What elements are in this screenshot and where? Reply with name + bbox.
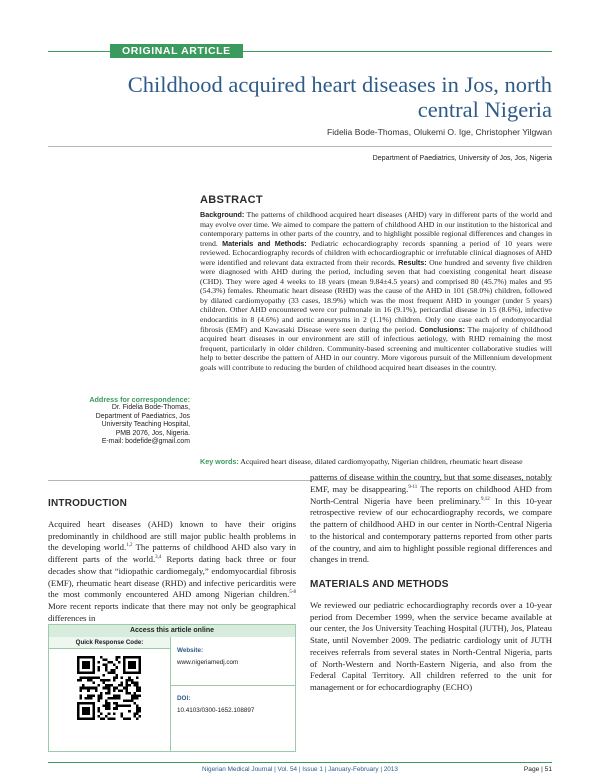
meta-divider xyxy=(171,685,295,686)
qr-cell xyxy=(49,637,171,751)
citation: 5-8 xyxy=(289,590,296,596)
article-type-label: ORIGINAL ARTICLE xyxy=(110,44,243,58)
results-label: Results: xyxy=(398,257,427,267)
intro-text: The reports on childhood AHD from North-Central Nigeria have been preliminary. xyxy=(310,483,552,506)
citation: 1,2 xyxy=(126,543,133,549)
intro-text: patterns of disease within the country, but that some diseases, notably EMF, may be disappearing. xyxy=(310,472,552,494)
intro-text: More recent reports indicate that there may not only be geographical differences in xyxy=(48,601,296,623)
correspondence-line: Department of Paediatrics, Jos xyxy=(95,412,190,420)
correspondence-email[interactable]: E-mail: bodefide@gmail.com xyxy=(101,438,190,446)
correspondence-line: Dr. Fidelia Bode-Thomas, xyxy=(111,404,190,412)
footer-divider xyxy=(48,762,552,763)
left-column xyxy=(48,498,296,625)
methods-paragraph: We reviewed our pediatric echocardiography records over a 10-year period from December 1999, when the service became available at our center, the Jos University Teaching Hospital (JUTH), Jos, Plateau State, until November 2009. The pediatric cardiology unit of JUTH receives referrals from several states in North-Central Nigeria, parts of North-Western and North-Eastern Nigeria, and also from the Federal Capital Territory. All children referred to the unit for management or for echocardiography (ECHO) xyxy=(310,599,552,692)
qr-code-icon[interactable] xyxy=(77,656,141,720)
author-list: Fidelia Bode-Thomas, Olukemi O. Ige, Christopher Yilgwan xyxy=(327,127,552,137)
header-divider xyxy=(48,146,552,147)
background-label: Background: xyxy=(200,210,245,219)
citation: 9-11 xyxy=(408,484,418,490)
abstract-body xyxy=(200,210,552,372)
doi-value[interactable]: 10.4103/0300-1652.108897 xyxy=(177,707,255,714)
conclusions-text: The majority of childhood acquired heart diseases in our environment are still of infectious aetiology, with RHD remaining the most frequent, particularly in older children. Community-based screening and multicenter collaborative studies will help to better describe the pattern of AHD in our country. More vigorous pursuit of the Millennium development goals will contribute to reducing the burden of childhood acquired heart diseases in the country. xyxy=(200,324,553,372)
citation: 3,4 xyxy=(155,555,162,561)
methods-label: Materials and Methods: xyxy=(222,238,307,248)
correspondence-line: University Teaching Hospital, xyxy=(101,421,190,429)
citation: 9,12 xyxy=(480,496,490,502)
intro-text: In this 10-year retrospective review of our echocardiography records, we compare the pattern of childhood AHD in our center in North-Central Nigeria to the historical and contemporary patterns reported from other parts of the country, and aim to highlight possible regional differences and changes in trend. xyxy=(310,495,552,565)
doi-row xyxy=(177,695,289,715)
journal-footer: Nigerian Medical Journal | Vol. 54 | Issue 1 | January-February | 2013 xyxy=(202,766,398,773)
website-row xyxy=(177,647,289,667)
correspondence-block xyxy=(48,396,190,446)
page-number: Page | 51 xyxy=(523,766,552,773)
qr-label: Quick Response Code: xyxy=(49,637,170,649)
article-title: Childhood acquired heart diseases in Jos, north central Nigeria xyxy=(127,72,552,122)
conclusions-label: Conclusions: xyxy=(419,324,465,334)
website-link[interactable]: www.nigeriamedj.com xyxy=(177,659,239,666)
correspondence-line: PMB 2076, Jos, Nigeria. xyxy=(115,429,190,437)
affiliation: Department of Paediatrics, University of Jos, Jos, Nigeria xyxy=(372,154,552,162)
keywords-label: Key words: xyxy=(200,457,239,466)
background-text: The patterns of childhood acquired heart diseases (AHD) vary in different parts of the world and may evolve over time. We aimed to compare the pattern of childhood AHD in our institution to the historical and contemporary patterns in other parts of the country, and to highlight possible regional differences and changes in trend. xyxy=(200,210,552,248)
keywords-text: Acquired heart disease, dilated cardiomyopathy, Nigerian children, rheumatic heart disease xyxy=(240,457,523,466)
introduction-paragraph-cont xyxy=(310,472,552,566)
intro-text: The patterns of childhood AHD also vary in different parts of the world. xyxy=(48,542,296,564)
abstract-heading: ABSTRACT xyxy=(200,194,263,206)
access-box-inner xyxy=(49,637,295,751)
access-box-title: Access this article online xyxy=(49,625,295,637)
access-article-box xyxy=(48,624,296,752)
article-type-bar xyxy=(48,44,552,58)
introduction-paragraph xyxy=(48,519,296,625)
correspondence-label: Address for correspondence: xyxy=(89,395,190,404)
introduction-heading: INTRODUCTION xyxy=(48,498,128,509)
keywords xyxy=(200,457,552,467)
methods-heading: MATERIALS AND METHODS xyxy=(310,579,449,590)
website-label: Website: xyxy=(177,647,204,654)
intro-text: Reports dating back three or four decades show that “idiopathic cardiomegaly,” endomyocardial fibrosis (EMF), rheumatic heart disease (RHD) and infective pericarditis were the most commonly encountered AHD among Nigerian children. xyxy=(48,554,296,600)
methods-text: Pediatric echocardiography records spanning a period of 10 years were reviewed. Echocardiography records of children with echocardiographic or irrefutable clinical diagnoses of AHD were identified and relevant data extracted from their records. xyxy=(200,238,552,267)
doi-label: DOI: xyxy=(177,695,191,702)
results-text: One hundred and seventy five children were diagnosed with AHD during the period, including seven that had coexisting congenital heart disease (CHD). They were aged 4 weeks to 18 years (mean 9.84±4.5 years) and comprised 80 (45.7%) males and 95 (54.3%) females. Rheumatic heart disease (RHD) was the cause of the AHD in 101 (58.0%) children, followed by dilated cardiomyopathy (33 cases, 18.9%) which was the most frequent AHD in younger (under 5 years) children. Other AHD encountered were cor pulmonale in 16 (9.1%), pericardial disease in 15 (8.6%), infective endocarditis in 8 (4.6%) and aortic aneurysms in 2 (1.1%) children. Only one case each of endomyocardial fibrosis (EMF) and Kawasaki Disease were seen during the period. xyxy=(200,257,552,334)
intro-text: Acquired heart diseases (AHD) known to have their origins predominantly in childhood are still major public health problems in the developing world. xyxy=(48,518,296,553)
meta-cell xyxy=(171,637,295,751)
right-column xyxy=(310,472,552,694)
